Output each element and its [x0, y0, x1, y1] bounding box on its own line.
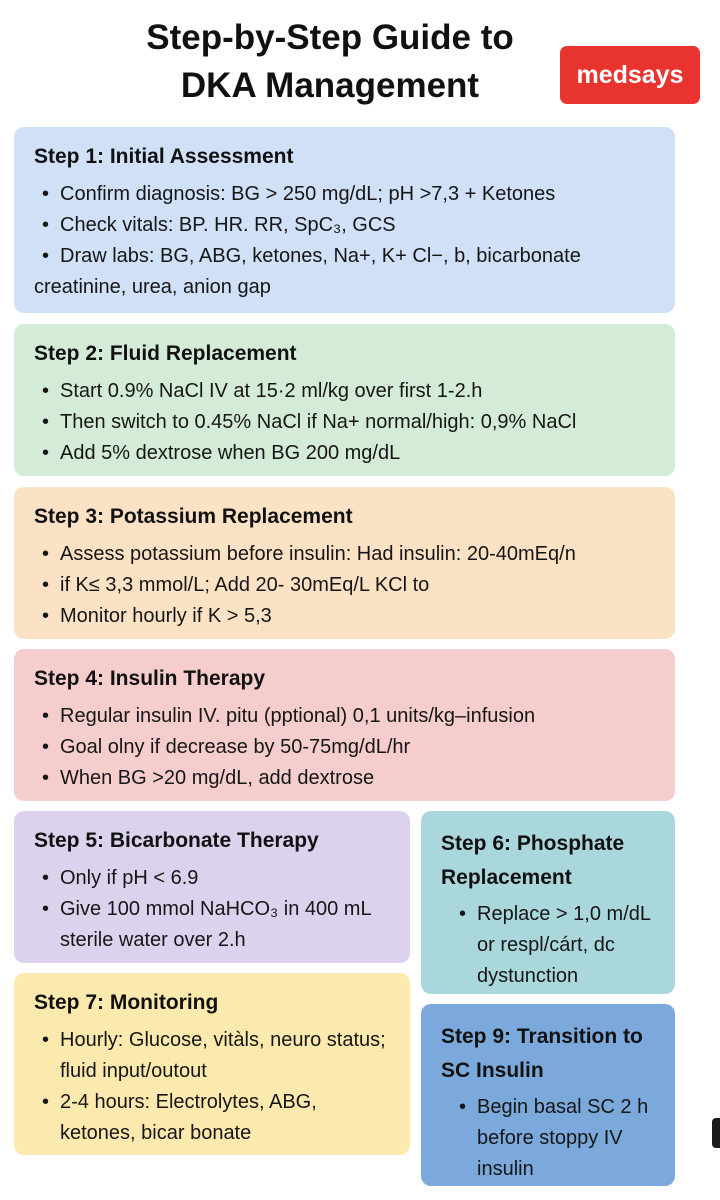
title-line-2: DKA Management [180, 66, 480, 105]
list-item: • Then switch to 0.45% NaCl if Na+ normal/high: 0,9% NaCl [34, 407, 675, 438]
list-item-continuation: creatinine, urea, anion gap [34, 276, 271, 298]
list-item [34, 241, 675, 303]
step-4-card [14, 649, 675, 801]
list-item: • Only if pH < 6.9 [34, 863, 390, 894]
list-item: • Regular insulin IV. pitu (pptional) 0,1 units/kg–infusion [34, 701, 675, 732]
step-5-list [34, 863, 410, 956]
list-item: • When BG >20 mg/dL, add dextrose [34, 763, 675, 794]
step-1-title: Step 1: Initial Assessment [34, 145, 294, 168]
step-6-title: Step 6: Phosphate Replacement [441, 832, 625, 889]
step-7-title: Step 7: Monitoring [34, 991, 219, 1014]
list-item: • Replace > 1,0 m/dL or respl/cárt, dc dystunction [451, 899, 667, 992]
step-2-list [34, 376, 675, 469]
list-item: • Assess potassium before insulin: Had insulin: 20-40mEq/n [34, 539, 675, 570]
step-4-list [34, 701, 675, 794]
list-item: • 2-4 hours: Electrolytes, ABG, ketones, bicar bonate [34, 1087, 390, 1149]
step-6-card [421, 811, 675, 994]
step-2-title: Step 2: Fluid Replacement [34, 342, 297, 365]
list-item: • Check vitals: BP. HR. RR, SpC₃, GCS [34, 210, 675, 241]
step-2-card [14, 324, 675, 476]
step-3-list [34, 539, 675, 632]
step-6-list [441, 899, 675, 992]
list-item: • Add 5% dextrose when BG 200 mg/dL [34, 438, 675, 469]
step-1-list [34, 179, 675, 303]
list-item: • Start 0.9% NaCl IV at 15·2 ml/kg over first 1-2.h [34, 376, 675, 407]
step-1-card [14, 127, 675, 313]
scrollbar-handle[interactable] [712, 1118, 720, 1148]
step-9-card [421, 1004, 675, 1186]
brand-logo: medsays [560, 46, 700, 104]
step-3-card [14, 487, 675, 639]
step-5-card [14, 811, 410, 963]
list-item: • Hourly: Glucose, vitàls, neuro status; fluid input/outout [34, 1025, 390, 1087]
list-item-text: Draw labs: BG, ABG, ketones, Na+, K+ Cl−, b, bicarbonate [60, 245, 581, 267]
list-item: • Confirm diagnosis: BG > 250 mg/dL; pH >7,3 + Ketones [34, 179, 675, 210]
list-item: • Give 100 mmol NaHCO₃ in 400 mL sterile water over 2.h [34, 894, 390, 956]
list-item: • Monitor hourly if K > 5,3 [34, 601, 675, 632]
list-item: • Begin basal SC 2 h before stoppy IV insulin [451, 1092, 667, 1185]
step-7-list [34, 1025, 410, 1149]
page-title [60, 14, 600, 110]
list-item: • if K≤ 3,3 mmol/L; Add 20- 30mEq/L KCl to [34, 570, 675, 601]
step-9-list [441, 1092, 675, 1185]
list-item: • Goal olny if decrease by 50-75mg/dL/hr [34, 732, 675, 763]
step-4-title: Step 4: Insulin Therapy [34, 667, 266, 690]
step-9-title: Step 9: Transition to SC Insulin [441, 1025, 643, 1082]
step-7-card [14, 973, 410, 1155]
title-line-1: Step-by-Step Guide to [146, 18, 514, 57]
step-5-title: Step 5: Bicarbonate Therapy [34, 829, 319, 852]
step-3-title: Step 3: Potassium Replacement [34, 505, 353, 528]
